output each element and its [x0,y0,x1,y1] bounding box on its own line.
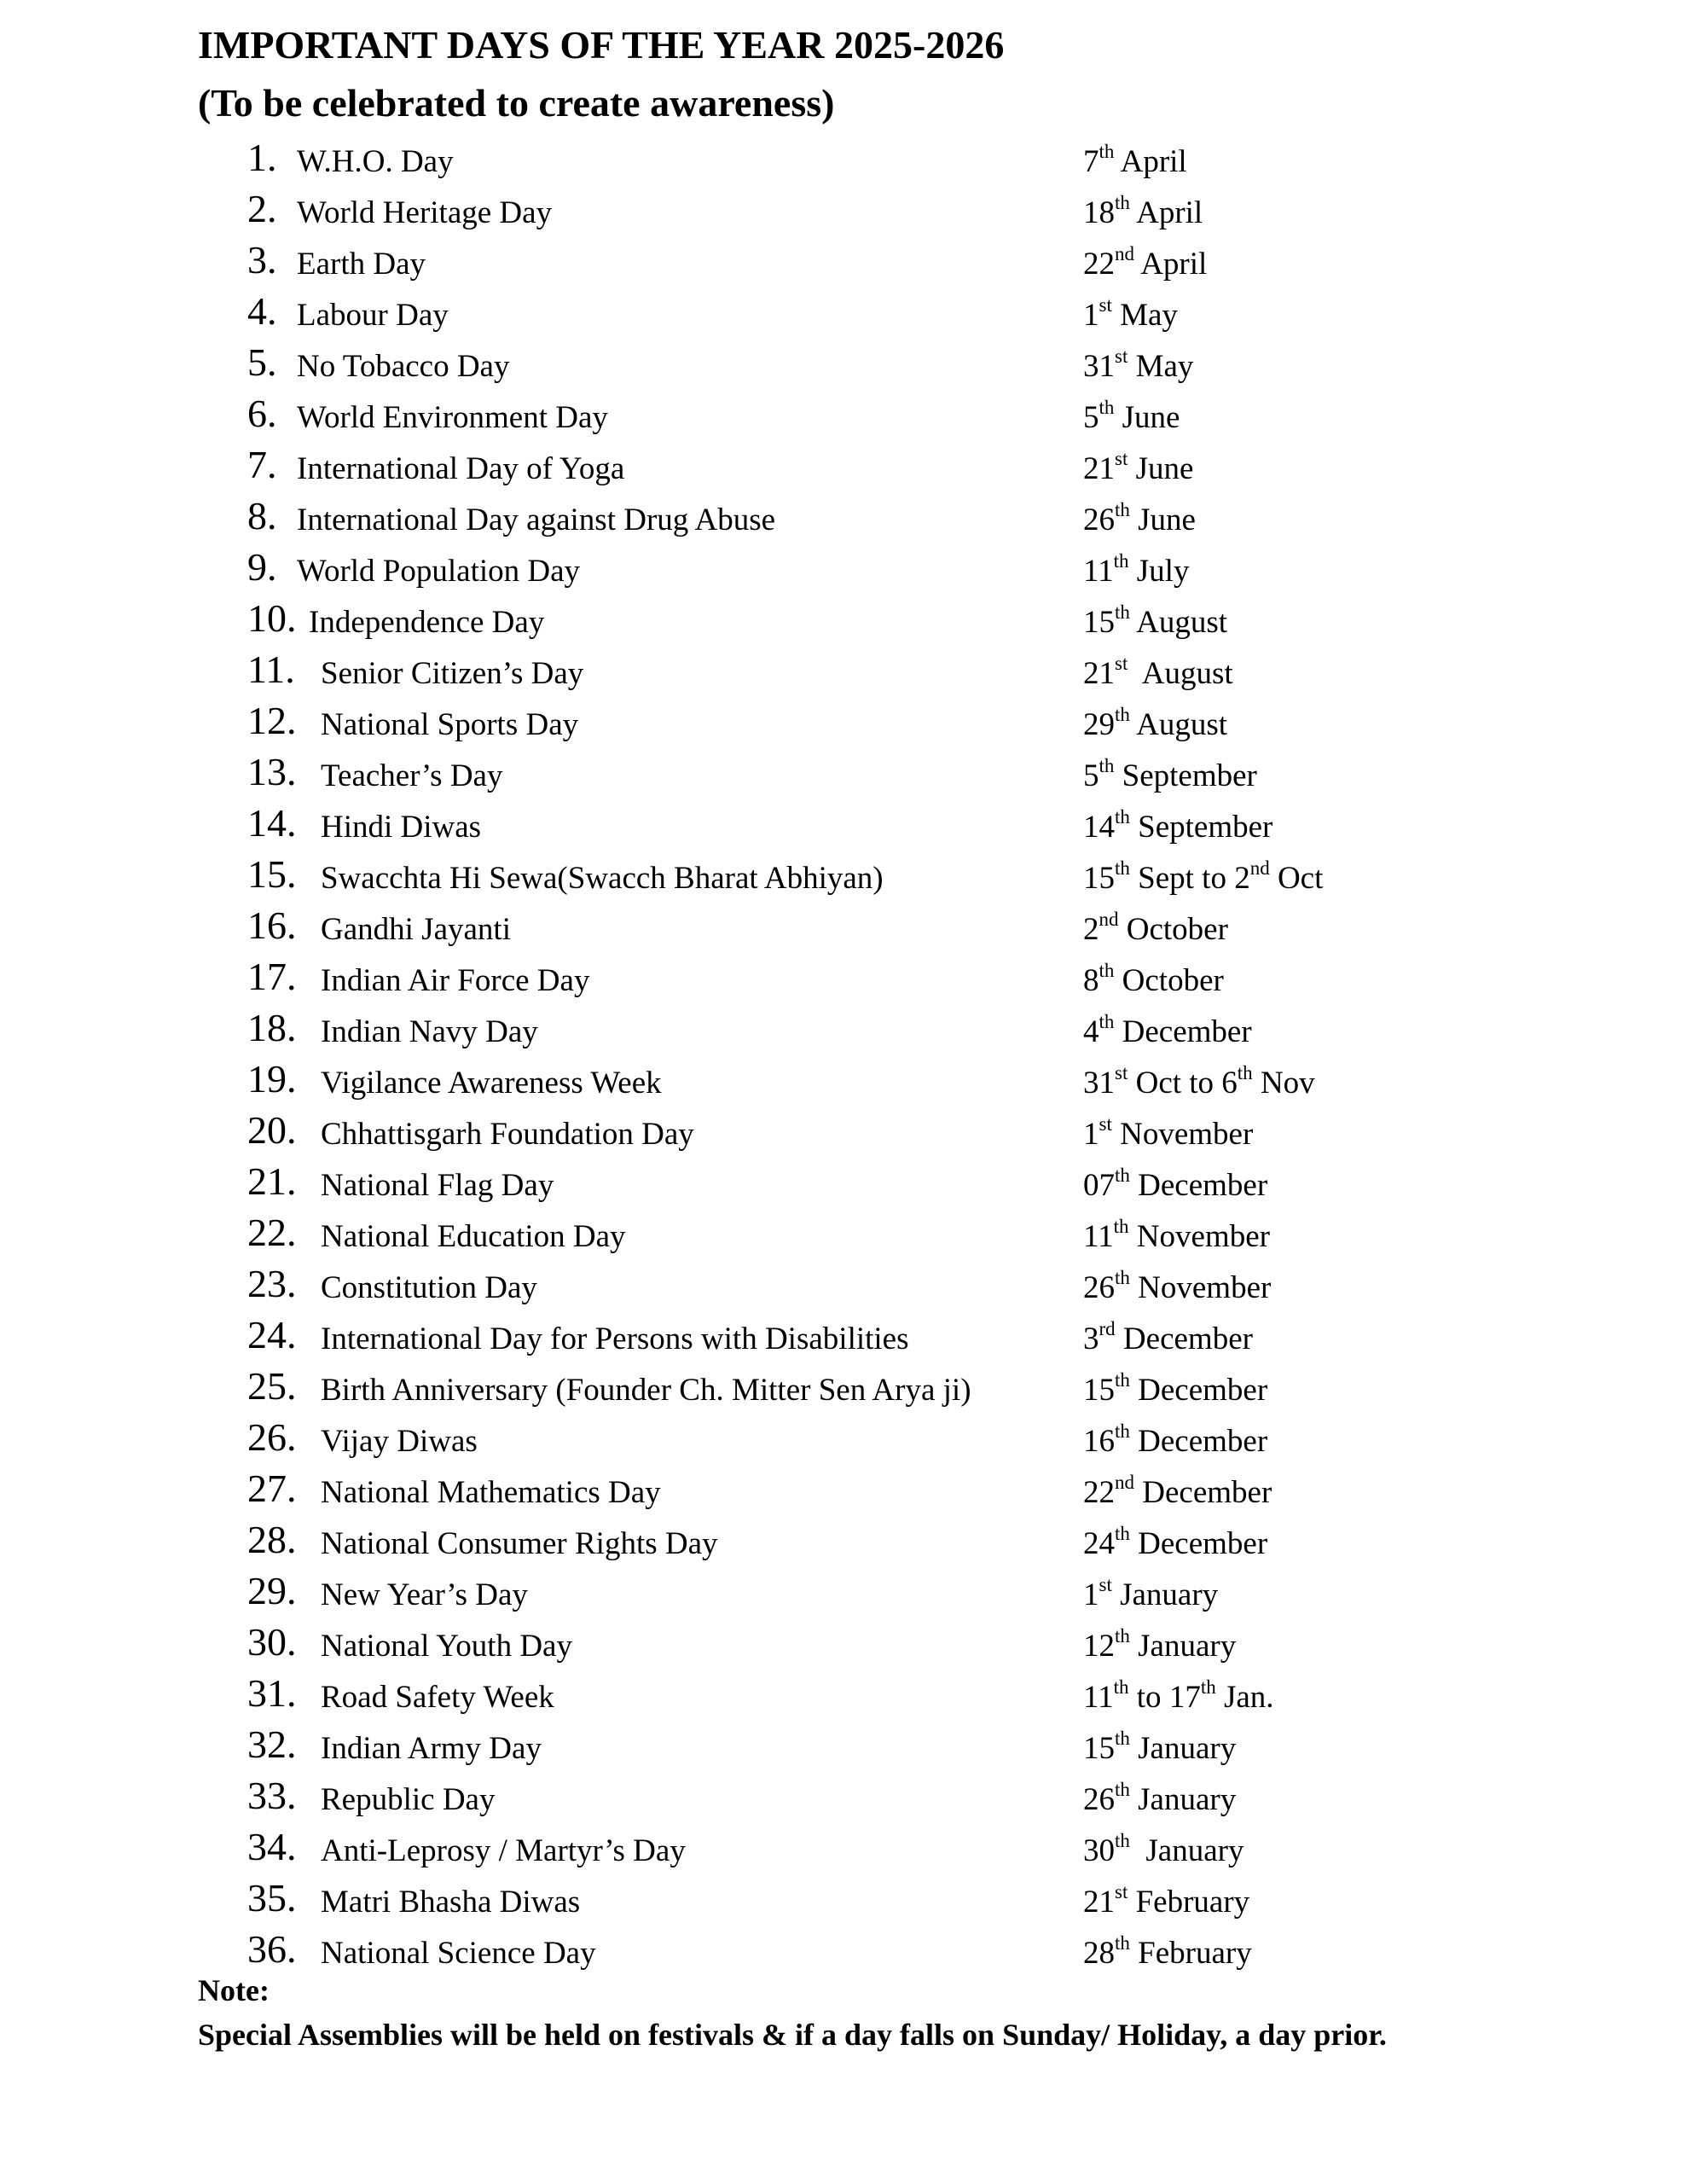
day-name: Gandhi Jayanti [321,912,511,947]
ordinal-suffix: th [1115,1830,1130,1851]
ordinal-suffix: st [1115,346,1128,367]
day-name: World Environment Day [297,400,608,435]
ordinal-suffix: nd [1099,909,1119,930]
day-name: National Sports Day [321,707,579,742]
date-number: 21 [1083,451,1115,486]
date-number: 15 [1083,1731,1115,1766]
date-text: September [1129,810,1273,845]
date-text: January [1129,1629,1237,1664]
ordinal-suffix: th [1099,960,1115,981]
date-text: April [1134,247,1208,282]
list-item [0,1566,1687,1618]
list-item [0,287,1687,338]
date-number: 11 [1083,1219,1114,1254]
day-date [1083,1781,1236,1818]
day-name: Earth Day [297,247,426,282]
item-number: 6. [247,392,277,435]
day-date [1083,911,1228,948]
date-number: 7 [1083,144,1099,179]
day-name: Teacher’s Day [321,758,503,793]
day-name: Hindi Diwas [321,810,482,845]
list-item [0,1515,1687,1566]
date-number: 15 [1083,1373,1115,1408]
date-text: Jan. [1215,1680,1274,1715]
list-item [0,1259,1687,1310]
page-title: IMPORTANT DAYS OF THE YEAR 2025-2026 [198,23,1005,67]
note-text: Special Assemblies will be held on festivals & if a day falls on Sunday/ Holiday, a day prior. [198,2018,1387,2052]
date-number: 5 [1083,400,1099,435]
day-name: New Year’s Day [321,1577,528,1612]
date-text: July [1128,554,1190,589]
day-name: National Mathematics Day [321,1475,661,1510]
ordinal-suffix: st [1115,1881,1128,1902]
day-date [1083,1525,1267,1562]
date-text: January [1129,1833,1244,1868]
ordinal-suffix: th [1099,141,1115,162]
list-item [0,799,1687,850]
day-name: National Flag Day [321,1168,554,1203]
day-name: Indian Navy Day [321,1014,538,1049]
date-number: 6 [1221,1066,1238,1101]
day-date [1083,550,1190,590]
date-number: 21 [1083,656,1115,691]
ordinal-suffix: th [1099,1011,1115,1032]
date-number: 2 [1234,861,1250,896]
day-date [1083,143,1187,180]
date-number: 14 [1083,810,1115,845]
date-number: 26 [1083,1782,1115,1817]
day-name: Road Safety Week [321,1680,554,1715]
day-name: Indian Air Force Day [321,963,590,998]
item-number: 26. [247,1415,297,1459]
day-name: Anti-Leprosy / Martyr’s Day [321,1833,686,1868]
day-name: Vigilance Awareness Week [321,1066,662,1101]
date-text: April [1129,195,1203,230]
item-number: 13. [247,750,297,793]
day-name: World Heritage Day [297,195,553,230]
day-date [1083,1318,1253,1357]
item-number: 11. [247,648,295,691]
date-text: to [1128,1680,1169,1715]
date-number: 24 [1083,1526,1115,1561]
date-text: January [1129,1731,1237,1766]
item-number: 22. [247,1211,297,1254]
day-name: National Consumer Rights Day [321,1526,718,1561]
day-date [1083,1269,1271,1306]
item-number: 7. [247,443,277,486]
ordinal-suffix: th [1113,1216,1129,1237]
ordinal-suffix: st [1115,448,1128,469]
date-text: August [1128,656,1233,691]
ordinal-suffix: th [1115,1523,1130,1544]
date-number: 15 [1083,861,1115,896]
item-number: 28. [247,1518,297,1561]
date-number: 26 [1083,502,1115,537]
date-text: April [1114,144,1187,179]
date-text: Oct to [1128,1066,1222,1101]
list-item [0,338,1687,389]
date-number: 12 [1083,1629,1115,1664]
ordinal-suffix: th [1115,601,1130,623]
ordinal-suffix: th [1115,1728,1130,1749]
item-number: 34. [247,1825,297,1868]
day-date [1083,1420,1268,1460]
day-name: National Education Day [321,1219,626,1254]
day-name: National Science Day [321,1936,596,1971]
date-text: August [1129,707,1227,742]
day-name: Labour Day [297,298,449,333]
list-item [0,1208,1687,1259]
day-date [1083,192,1203,231]
date-number: 11 [1083,1680,1114,1715]
ordinal-suffix: st [1099,1574,1112,1595]
date-text: December [1129,1526,1268,1561]
day-date [1083,1062,1315,1101]
ordinal-suffix: th [1099,755,1115,776]
item-number: 20. [247,1108,297,1152]
list-item [0,952,1687,1003]
day-name: Vijay Diwas [321,1424,478,1459]
date-text: August [1129,605,1227,640]
list-item [0,389,1687,440]
list-item [0,594,1687,645]
ordinal-suffix: st [1115,1062,1128,1083]
day-date [1083,1830,1244,1869]
day-date [1083,1625,1237,1664]
ordinal-suffix: th [1115,1932,1130,1954]
day-date [1083,1574,1219,1613]
ordinal-suffix: th [1115,499,1130,520]
note-label: Note: [198,1973,270,2007]
day-date [1083,806,1273,845]
item-number: 24. [247,1313,297,1356]
ordinal-suffix: th [1113,1676,1129,1698]
item-number: 27. [247,1467,297,1510]
ordinal-suffix: th [1115,704,1130,725]
list-item [0,1771,1687,1822]
date-text: October [1114,963,1224,998]
list-item [0,1720,1687,1771]
item-number: 31. [247,1671,297,1715]
date-text: December [1129,1168,1268,1203]
list-item [0,901,1687,952]
day-date [1083,706,1227,743]
date-number: 31 [1083,1066,1115,1101]
ordinal-suffix: th [1115,1779,1130,1800]
list-item [0,1413,1687,1464]
date-text: November [1128,1219,1270,1254]
item-number: 2. [247,187,277,230]
list-item [0,696,1687,747]
day-name: International Day of Yoga [297,451,625,486]
item-number: 12. [247,699,297,742]
item-number: 25. [247,1364,297,1408]
date-text: June [1129,502,1196,537]
ordinal-suffix: th [1115,806,1130,828]
list-item [0,850,1687,901]
item-number: 36. [247,1927,297,1971]
ordinal-suffix: rd [1099,1318,1116,1339]
item-number: 33. [247,1774,297,1817]
day-date [1083,1474,1272,1511]
day-date [1083,1676,1274,1716]
day-date [1083,399,1180,436]
day-name: Indian Army Day [321,1731,542,1766]
day-name: Birth Anniversary (Founder Ch. Mitter Sen Arya ji) [321,1373,971,1408]
date-text: February [1128,1885,1250,1920]
item-number: 23. [247,1262,297,1305]
ordinal-suffix: th [1200,1676,1216,1698]
day-date [1083,655,1233,692]
date-number: 1 [1083,1577,1099,1612]
item-number: 8. [247,494,277,537]
ordinal-suffix: st [1099,1113,1112,1135]
date-text: May [1128,349,1194,384]
date-text: December [1134,1475,1272,1510]
date-text: November [1111,1117,1254,1152]
list-item [0,1669,1687,1720]
day-name: Chhattisgarh Foundation Day [321,1117,694,1152]
day-date [1083,1011,1252,1050]
day-date [1083,1369,1268,1409]
day-date [1083,499,1196,538]
date-text: November [1129,1270,1272,1305]
date-number: 18 [1083,195,1115,230]
list-item [0,440,1687,491]
date-text: September [1114,758,1257,793]
list-item [0,1310,1687,1362]
item-number: 14. [247,801,297,845]
day-date [1083,1218,1270,1255]
day-name: World Population Day [297,554,581,589]
date-text: May [1111,298,1178,333]
day-name: Senior Citizen’s Day [321,656,584,691]
ordinal-suffix: th [1115,1369,1130,1391]
date-text: January [1129,1782,1237,1817]
list-item [0,645,1687,696]
date-text: December [1115,1321,1253,1356]
date-number: 30 [1083,1833,1115,1868]
date-number: 21 [1083,1885,1115,1920]
day-date [1083,601,1227,641]
day-date [1083,243,1208,282]
item-number: 19. [247,1057,297,1101]
item-number: 32. [247,1722,297,1766]
list-item [0,1618,1687,1669]
day-name: W.H.O. Day [297,144,454,179]
ordinal-suffix: nd [1249,857,1270,879]
ordinal-suffix: th [1115,1420,1130,1442]
day-date [1083,348,1193,385]
ordinal-suffix: st [1115,653,1128,674]
ordinal-suffix: st [1099,294,1112,316]
date-number: 22 [1083,1475,1115,1510]
list-item [0,133,1687,184]
ordinal-suffix: th [1237,1062,1253,1083]
ordinal-suffix: th [1115,1165,1130,1186]
day-name: National Youth Day [321,1629,572,1664]
item-number: 4. [247,289,277,333]
day-date [1083,1167,1267,1204]
day-name: Swacchta Hi Sewa(Swacch Bharat Abhiyan) [321,861,884,896]
day-date [1083,857,1324,897]
item-number: 5. [247,340,277,384]
day-date [1083,1932,1252,1972]
item-number: 21. [247,1159,297,1203]
date-number: 17 [1168,1680,1201,1715]
date-number: 07 [1083,1168,1115,1203]
list-item [0,1464,1687,1515]
list-item [0,543,1687,594]
date-text: December [1129,1373,1268,1408]
day-date [1083,962,1224,999]
day-date [1083,1113,1254,1153]
day-date [1083,755,1257,794]
date-number: 31 [1083,349,1115,384]
date-number: 3 [1083,1321,1099,1356]
list-item [0,1157,1687,1208]
day-name: Republic Day [321,1782,496,1817]
item-number: 29. [247,1569,297,1612]
date-number: 29 [1083,707,1115,742]
ordinal-suffix: th [1115,1267,1130,1288]
item-number: 30. [247,1620,297,1664]
day-date [1083,1881,1250,1920]
item-number: 16. [247,903,297,947]
ordinal-suffix: th [1115,1625,1130,1647]
date-text: Nov [1252,1066,1315,1101]
date-text: February [1129,1936,1252,1971]
day-name: International Day for Persons with Disabilities [321,1321,909,1356]
item-number: 3. [247,238,277,282]
date-number: 1 [1083,298,1099,333]
date-number: 11 [1083,554,1114,589]
day-name: Independence Day [309,605,545,640]
date-number: 15 [1083,605,1115,640]
ordinal-suffix: th [1099,397,1115,418]
ordinal-suffix: nd [1115,1472,1134,1493]
item-number: 17. [247,955,297,998]
date-text: January [1111,1577,1219,1612]
day-name: Constitution Day [321,1270,537,1305]
list-item [0,1873,1687,1925]
list-item [0,491,1687,543]
day-name: International Day against Drug Abuse [297,502,776,537]
item-number: 15. [247,852,297,896]
item-number: 35. [247,1876,297,1920]
date-number: 5 [1083,758,1099,793]
ordinal-suffix: th [1115,857,1130,879]
date-number: 8 [1083,963,1099,998]
day-date [1083,1730,1236,1767]
list-item [0,1106,1687,1157]
list-item [0,1003,1687,1054]
date-number: 28 [1083,1936,1115,1971]
list-item [0,1054,1687,1106]
day-name: No Tobacco Day [297,349,510,384]
date-number: 16 [1083,1424,1115,1459]
list-item [0,1822,1687,1873]
date-number: 22 [1083,247,1115,282]
list-item [0,235,1687,287]
date-text: December [1114,1014,1252,1049]
date-text: June [1128,451,1194,486]
date-number: 1 [1083,1117,1099,1152]
important-days-list [0,133,1687,1976]
ordinal-suffix: th [1113,550,1129,572]
date-number: 26 [1083,1270,1115,1305]
list-item [0,747,1687,799]
ordinal-suffix: th [1115,192,1130,213]
date-number: 4 [1083,1014,1099,1049]
ordinal-suffix: nd [1115,243,1134,264]
item-number: 18. [247,1006,297,1049]
item-number: 10. [247,596,297,640]
date-text: December [1129,1424,1268,1459]
date-text: Sept to [1129,861,1235,896]
day-date [1083,294,1178,334]
date-text: October [1118,912,1228,947]
day-name: Matri Bhasha Diwas [321,1885,581,1920]
list-item [0,184,1687,235]
day-date [1083,450,1193,487]
date-number: 2 [1083,912,1099,947]
item-number: 9. [247,545,277,589]
date-text: June [1114,400,1180,435]
item-number: 1. [247,136,277,179]
list-item [0,1362,1687,1413]
page-subtitle: (To be celebrated to create awareness) [198,81,835,125]
date-text: Oct [1269,861,1324,896]
list-item [0,1925,1687,1976]
